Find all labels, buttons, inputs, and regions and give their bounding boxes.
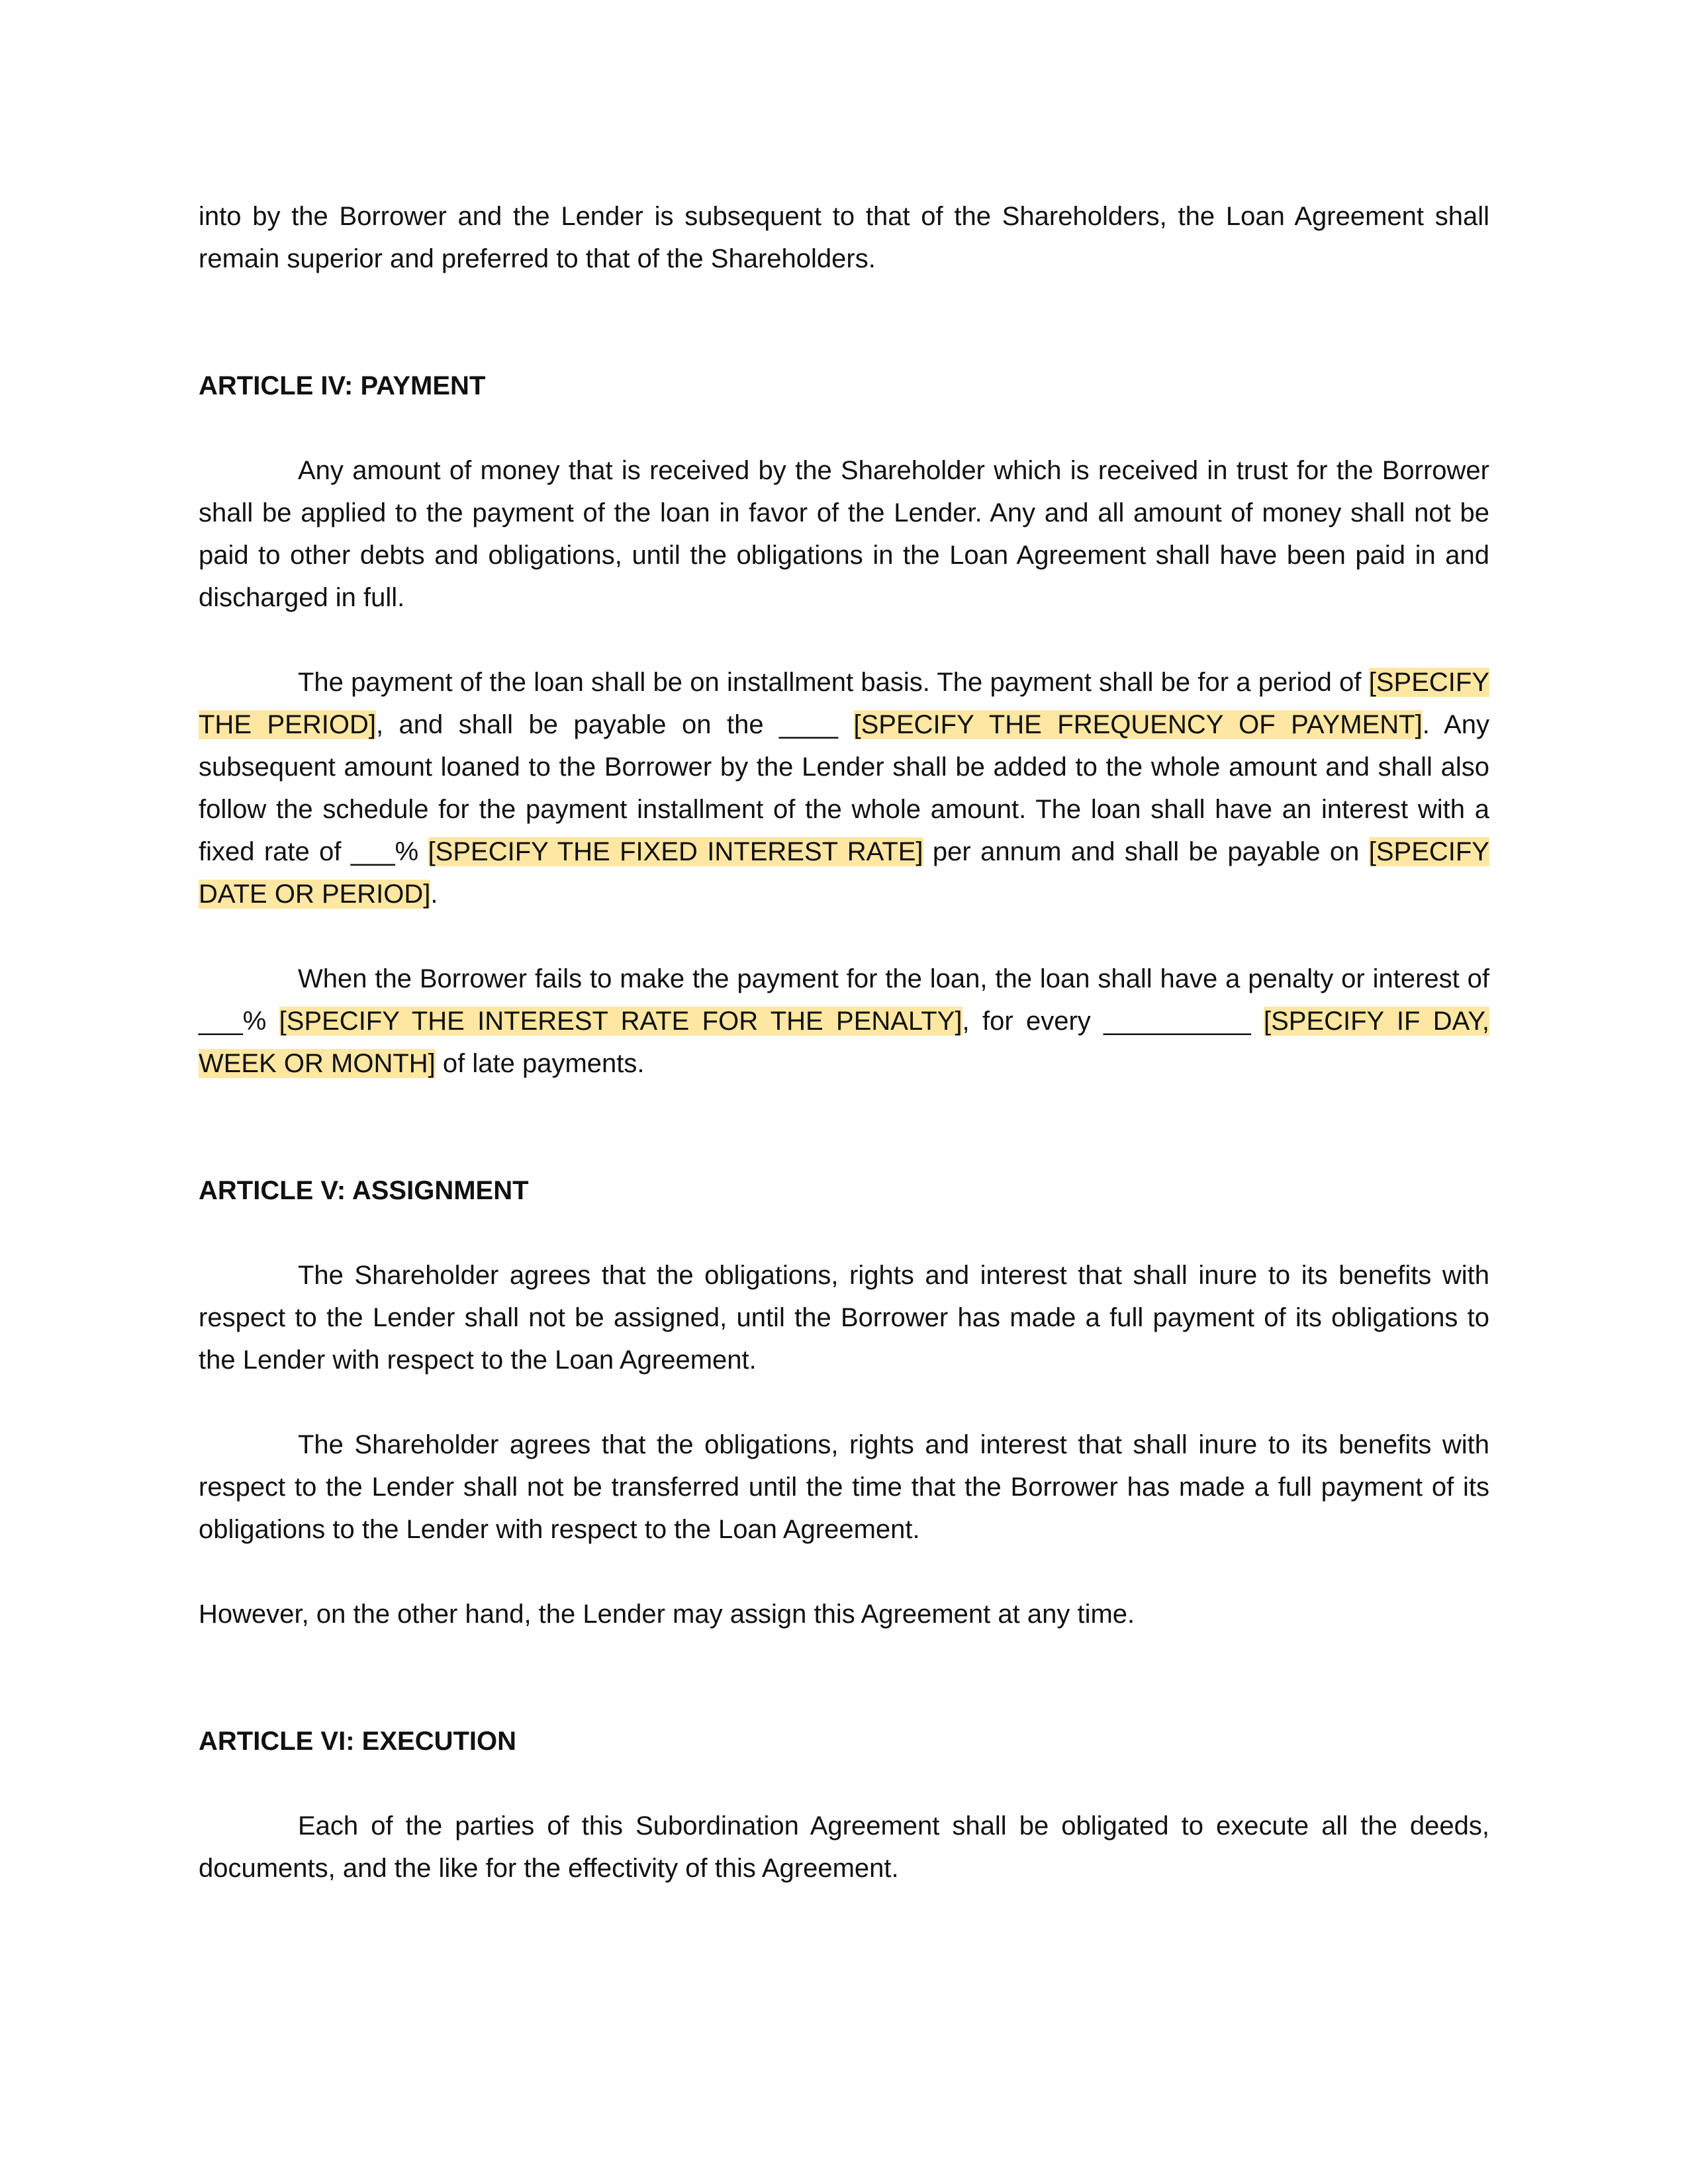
article-vi-paragraph-1: Each of the parties of this Subordination Agreement shall be obligated to execute all the deeds, documents, and the like for the effectivity of this Agreement. xyxy=(199,1811,1489,1883)
text-run: . Any subsequent amount loaned to the Borrower by the Lender shall be added to the whole amount and shall also follow the schedule for the payment installment of the whole amount. The loan shall have an interest with a fixed rate of ___% xyxy=(199,710,1490,866)
text-run: of late payments. xyxy=(435,1049,645,1078)
intro-paragraph: into by the Borrower and the Lender is subsequent to that of the Shareholders, the Loan Agreement shall remain superior and preferred to that of the Shareholders. xyxy=(199,202,1489,273)
article-v-heading: ARTICLE V: ASSIGNMENT xyxy=(199,1176,529,1205)
document-page xyxy=(199,195,1489,1889)
text-run: , for every __________ xyxy=(962,1007,1264,1036)
text-run: per annum and shall be payable on xyxy=(923,837,1369,866)
article-iv-heading: ARTICLE IV: PAYMENT xyxy=(199,371,486,400)
placeholder-day-week-month: [SPECIFY IF DAY, WEEK OR MONTH] xyxy=(199,1007,1489,1078)
text-run: The payment of the loan shall be on installment basis. The payment shall be for a period of xyxy=(298,668,1369,697)
article-v-paragraph-1: The Shareholder agrees that the obligations, rights and interest that shall inure to its benefits with respect to the Lender shall not be assigned, until the Borrower has made a full payment of its obligations to the Lender with respect to the Loan Agreement. xyxy=(199,1261,1489,1375)
article-vi-heading: ARTICLE VI: EXECUTION xyxy=(199,1727,517,1756)
article-iv-paragraph-3 xyxy=(199,958,1489,1085)
article-iv-paragraph-2 xyxy=(199,661,1489,915)
placeholder-payment-frequency: [SPECIFY THE FREQUENCY OF PAYMENT] xyxy=(853,710,1423,739)
placeholder-fixed-interest-rate: [SPECIFY THE FIXED INTEREST RATE] xyxy=(428,837,923,866)
article-v-paragraph-2: The Shareholder agrees that the obligations, rights and interest that shall inure to its benefits with respect to the Lender shall not be transferred until the time that the Borrower has made a full payment of its obligations to the Lender with respect to the Loan Agreement. xyxy=(199,1430,1489,1544)
placeholder-period: [SPECIFY THE PERIOD] xyxy=(199,668,1489,739)
placeholder-penalty-rate: [SPECIFY THE INTEREST RATE FOR THE PENALTY] xyxy=(279,1007,962,1036)
text-run: , and shall be payable on the ____ xyxy=(375,710,854,739)
article-iv-paragraph-1: Any amount of money that is received by the Shareholder which is received in trust for the Borrower shall be applied to the payment of the loan in favor of the Lender. Any and all amount of money shall not be paid to other debts and obligations, until the obligations in the Loan Agreement shall have been paid in and discharged in full. xyxy=(199,456,1489,612)
placeholder-date-or-period: [SPECIFY DATE OR PERIOD] xyxy=(199,837,1489,909)
text-run: When the Borrower fails to make the payment for the loan, the loan shall have a penalty or interest of ___% xyxy=(199,964,1489,1036)
article-v-paragraph-3: However, on the other hand, the Lender may assign this Agreement at any time. xyxy=(199,1600,1135,1629)
text-run: . xyxy=(430,880,438,909)
